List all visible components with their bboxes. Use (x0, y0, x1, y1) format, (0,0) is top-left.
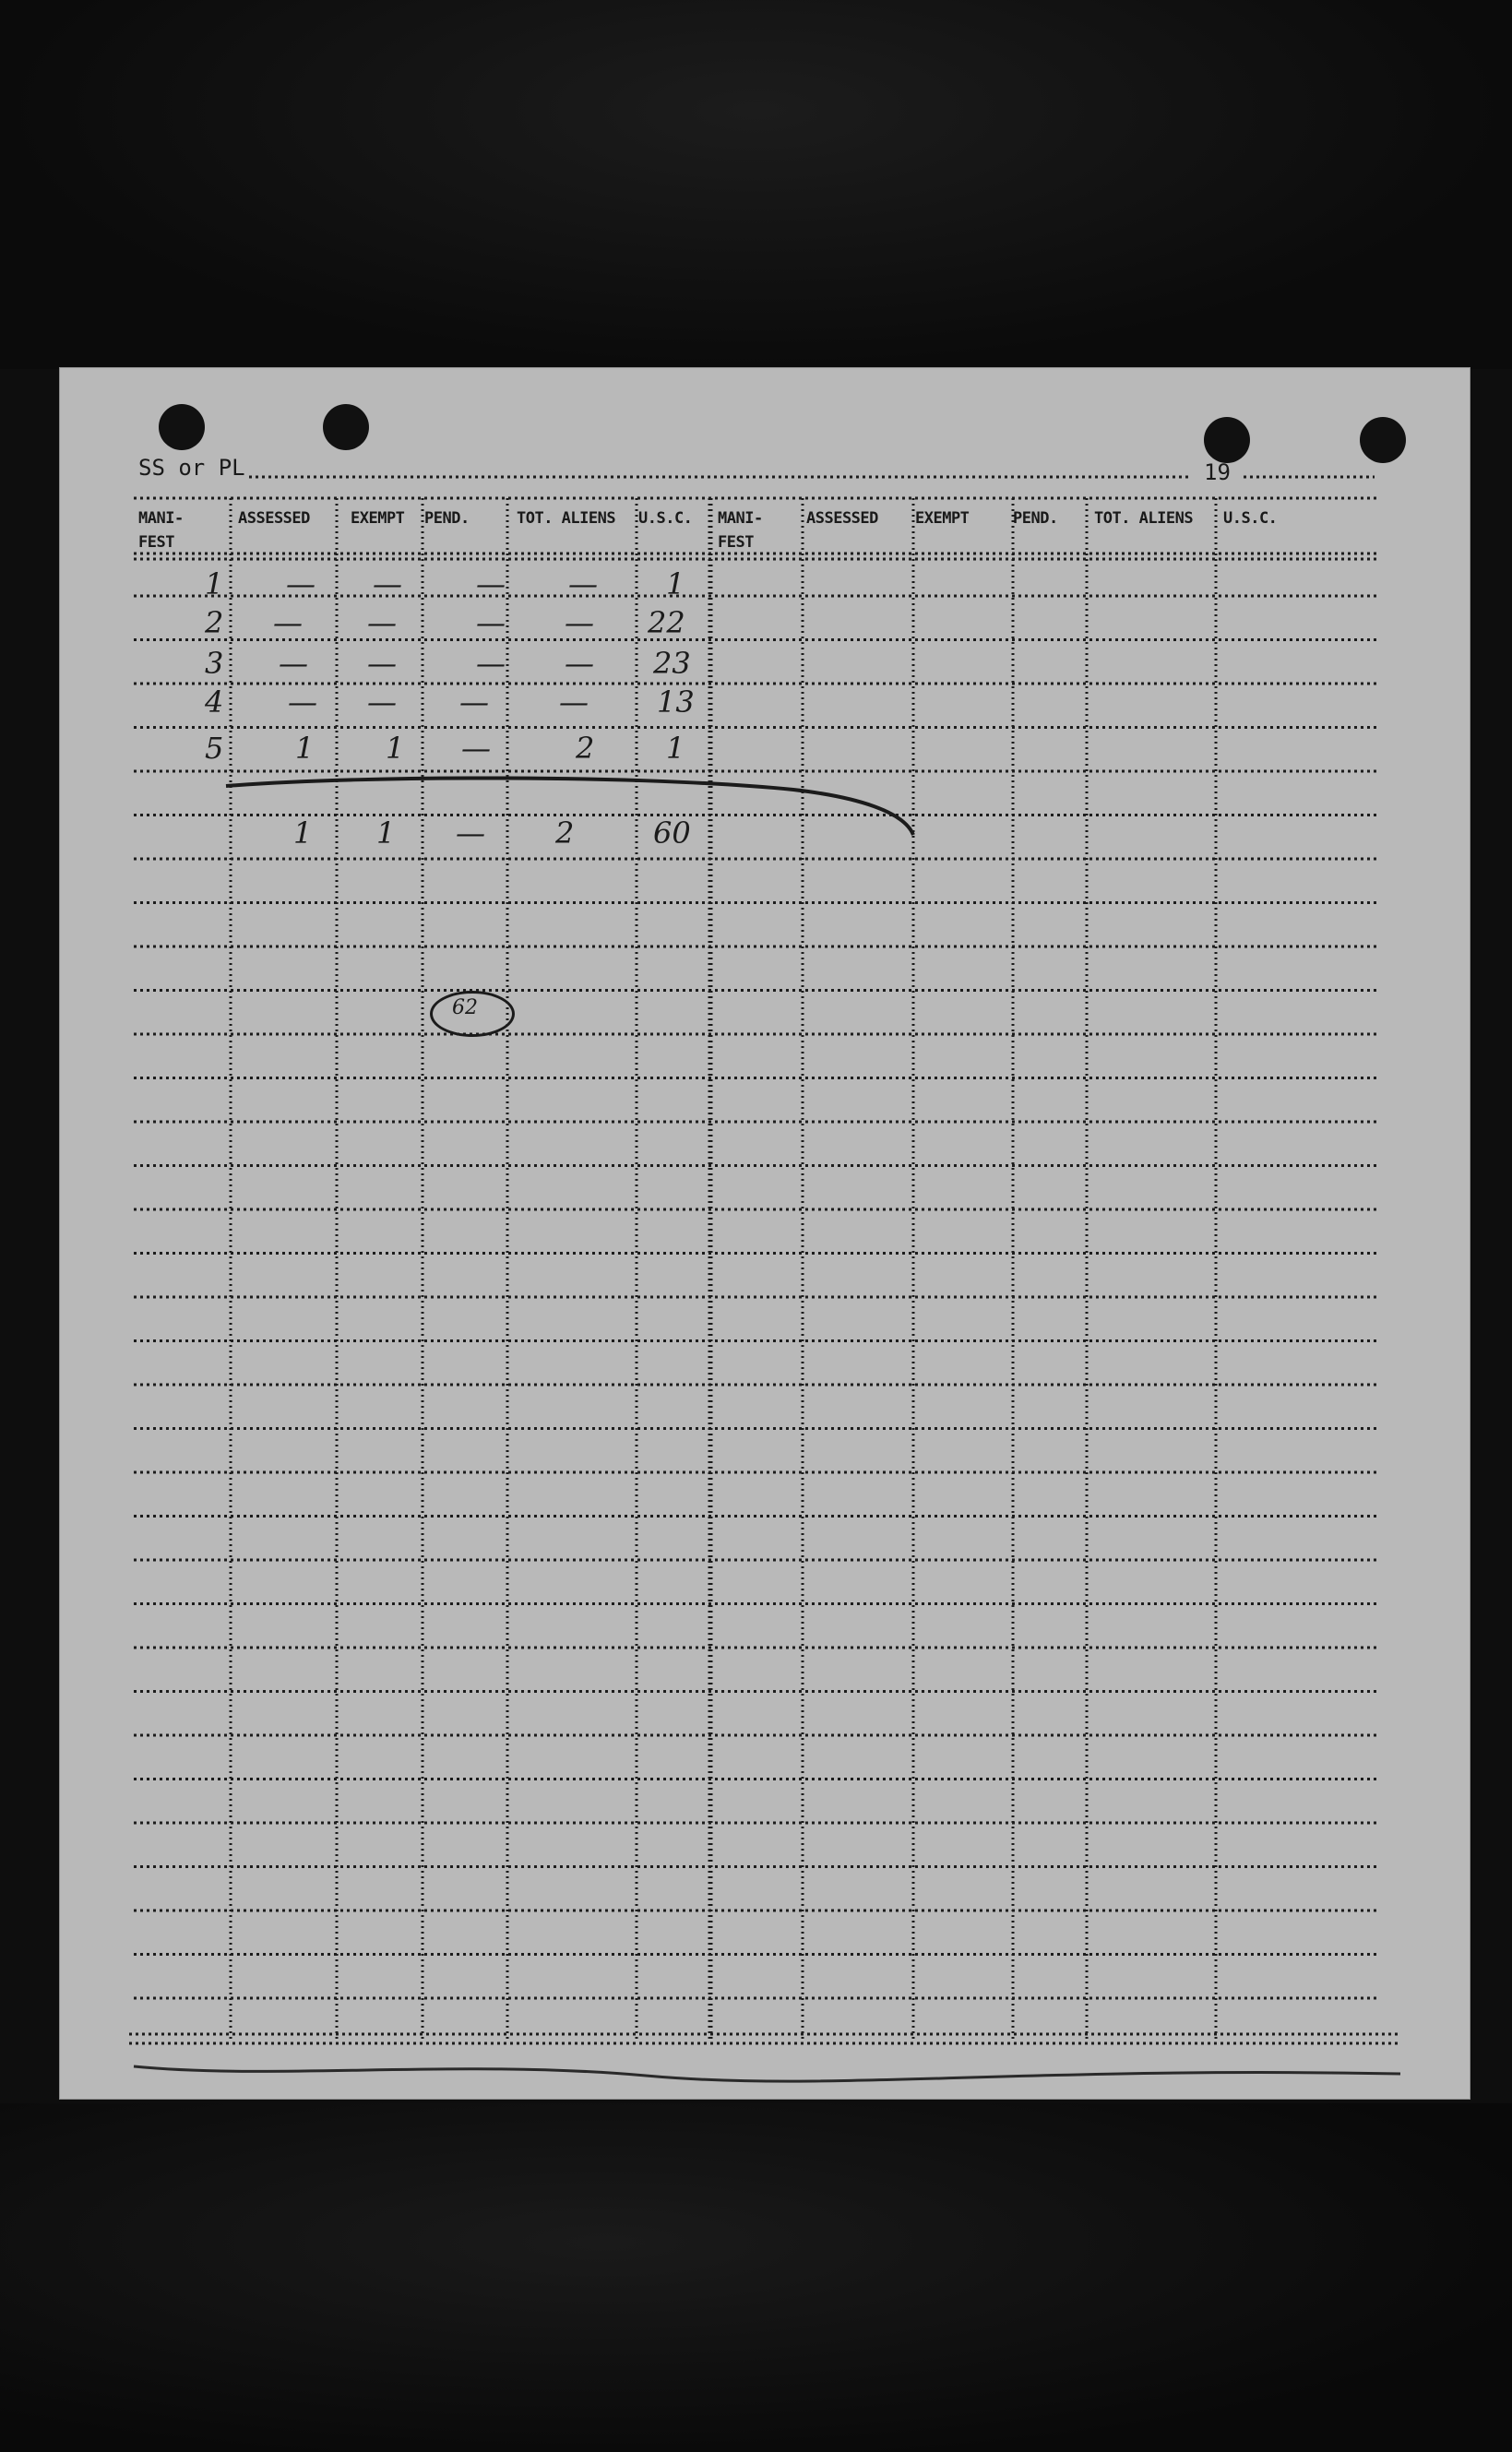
header-pend: PEND. (424, 509, 470, 528)
entry-manifest: 1 (205, 566, 224, 601)
entry-usc: 13 (657, 684, 695, 720)
entry-pend: — (461, 731, 491, 766)
entry-manifest: 5 (205, 731, 224, 766)
entry-tot-aliens: — (559, 684, 589, 720)
entry-tot-aliens: — (565, 646, 594, 681)
entry-assessed: — (286, 566, 315, 601)
entry-pend: — (476, 646, 506, 681)
header-usc-right: U.S.C. (1223, 509, 1278, 528)
header-exempt-right: EXEMPT (915, 509, 970, 528)
entry-exempt: — (367, 646, 397, 681)
entry-exempt: — (367, 684, 397, 720)
entry-pend: — (476, 605, 506, 640)
header-tot-aliens-right: TOT. ALIENS (1094, 509, 1194, 528)
circled-total: 62 (452, 996, 478, 1019)
entry-exempt: 1 (386, 731, 405, 766)
header-tot-aliens: TOT. ALIENS (517, 509, 616, 528)
entry-usc: 22 (648, 605, 685, 640)
entry-manifest: 2 (205, 605, 224, 640)
header-exempt: EXEMPT (351, 509, 405, 528)
header-pend-right: PEND. (1013, 509, 1058, 528)
entry-usc: 1 (666, 566, 685, 601)
entry-tot-aliens: — (568, 566, 598, 601)
entry-assessed: — (288, 684, 317, 720)
entry-usc: 23 (653, 646, 691, 681)
entry-tot-aliens: — (565, 605, 594, 640)
entry-exempt: — (373, 566, 402, 601)
entry-assessed: — (279, 646, 308, 681)
entry-usc: 1 (666, 731, 685, 766)
entry-assessed: 1 (295, 731, 315, 766)
total-exempt: 1 (376, 815, 396, 851)
total-usc: 60 (653, 815, 691, 851)
header-manifest-right: MANI- FEST (718, 509, 763, 552)
total-tot-aliens: 2 (555, 815, 575, 851)
header-manifest: MANI- FEST (138, 509, 184, 552)
header-assessed: ASSESSED (238, 509, 310, 528)
header-assessed-right: ASSESSED (806, 509, 878, 528)
entry-tot-aliens: 2 (576, 731, 595, 766)
page-number: 19 (1204, 459, 1231, 485)
total-pend: — (456, 815, 485, 851)
ss-or-pl-label: SS or PL (138, 455, 245, 481)
entry-manifest: 3 (205, 646, 224, 681)
entry-assessed: — (273, 605, 303, 640)
entry-manifest: 4 (205, 684, 224, 720)
entry-exempt: — (367, 605, 397, 640)
header-usc: U.S.C. (638, 509, 693, 528)
entry-pend: — (476, 566, 506, 601)
entry-pend: — (459, 684, 489, 720)
total-assessed: 1 (293, 815, 313, 851)
